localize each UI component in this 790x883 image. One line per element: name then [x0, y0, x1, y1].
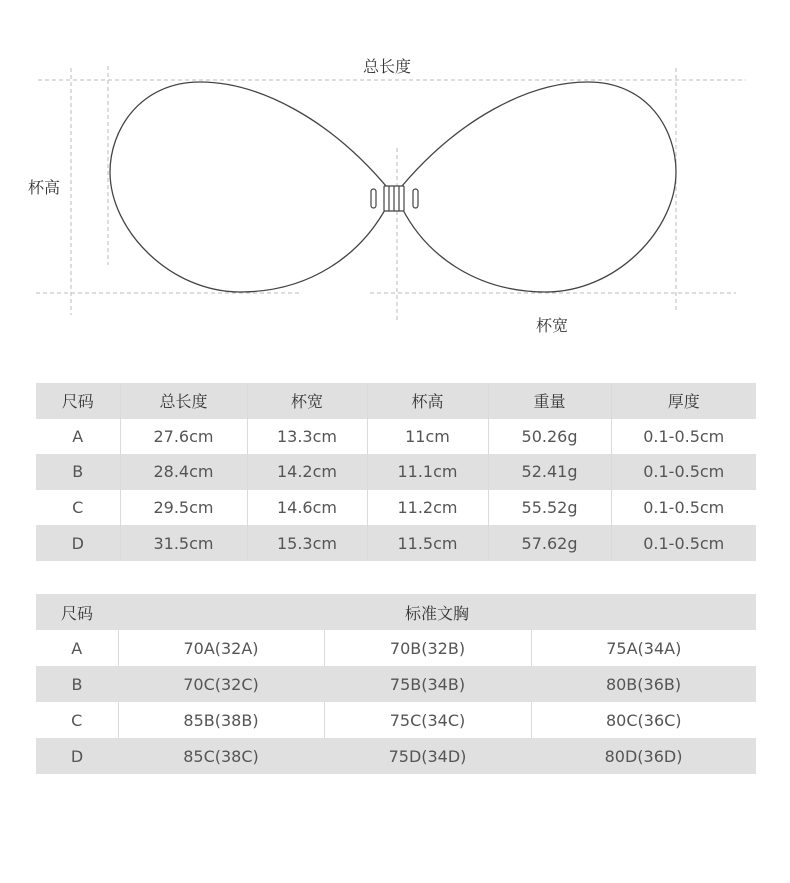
table-cell: A: [36, 419, 120, 455]
header-cell: 尺码: [36, 383, 120, 419]
table-cell: 11cm: [367, 419, 488, 455]
table-cell: D: [36, 738, 118, 774]
table-cell: 50.26g: [488, 419, 611, 455]
table-cell: 14.2cm: [247, 454, 367, 490]
table-cell: 0.1-0.5cm: [611, 454, 756, 490]
table-cell: 57.62g: [488, 525, 611, 561]
table-row: [36, 419, 756, 455]
table-row: [36, 666, 756, 702]
header-cell: 总长度: [120, 383, 247, 419]
table-row: [36, 702, 756, 738]
cup-width-label: 杯宽: [536, 316, 569, 335]
table-cell: 28.4cm: [120, 454, 247, 490]
table-cell: C: [36, 702, 118, 738]
table-header-row: [36, 594, 756, 630]
table-cell: 70C(32C): [118, 666, 324, 702]
table-cell: 13.3cm: [247, 419, 367, 455]
cup-height-label: 杯高: [28, 178, 61, 197]
table-cell: 31.5cm: [120, 525, 247, 561]
dimension-diagram: [0, 0, 790, 345]
table-cell: 15.3cm: [247, 525, 367, 561]
table-row: [36, 738, 756, 774]
table-cell: 75A(34A): [531, 630, 756, 666]
table-cell: 80D(36D): [531, 738, 756, 774]
table-cell: 29.5cm: [120, 490, 247, 526]
table-cell: 52.41g: [488, 454, 611, 490]
header-cell: 厚度: [611, 383, 756, 419]
table-cell: A: [36, 630, 118, 666]
table-cell: 80B(36B): [531, 666, 756, 702]
table-cell: 11.2cm: [367, 490, 488, 526]
table-cell: 0.1-0.5cm: [611, 419, 756, 455]
table-cell: C: [36, 490, 120, 526]
table-row: [36, 525, 756, 561]
table-cell: 27.6cm: [120, 419, 247, 455]
table-cell: 75C(34C): [324, 702, 531, 738]
table-cell: B: [36, 666, 118, 702]
header-cell: 杯高: [367, 383, 488, 419]
table-row: [36, 630, 756, 666]
table-cell: 80C(36C): [531, 702, 756, 738]
center-clasp: [371, 186, 418, 211]
table-cell: 0.1-0.5cm: [611, 525, 756, 561]
table-cell: B: [36, 454, 120, 490]
header-cell: 杯宽: [247, 383, 367, 419]
header-cell: 标准文胸: [118, 594, 756, 630]
table-cell: 0.1-0.5cm: [611, 490, 756, 526]
table-cell: 85C(38C): [118, 738, 324, 774]
table-row: [36, 490, 756, 526]
header-cell: 尺码: [36, 594, 118, 630]
table-cell: 11.5cm: [367, 525, 488, 561]
table-cell: 70A(32A): [118, 630, 324, 666]
header-cell: 重量: [488, 383, 611, 419]
table-cell: 14.6cm: [247, 490, 367, 526]
table-cell: 75B(34B): [324, 666, 531, 702]
total-length-label: 总长度: [363, 57, 412, 76]
table-cell: 85B(38B): [118, 702, 324, 738]
bra-size-mapping-table: [36, 594, 756, 774]
table-row: [36, 454, 756, 490]
bra-outline-drawing: [0, 0, 790, 345]
size-spec-table: [36, 383, 756, 561]
table-cell: 55.52g: [488, 490, 611, 526]
table-cell: 75D(34D): [324, 738, 531, 774]
table-cell: D: [36, 525, 120, 561]
table-cell: 70B(32B): [324, 630, 531, 666]
table-cell: 11.1cm: [367, 454, 488, 490]
table-header-row: [36, 383, 756, 419]
